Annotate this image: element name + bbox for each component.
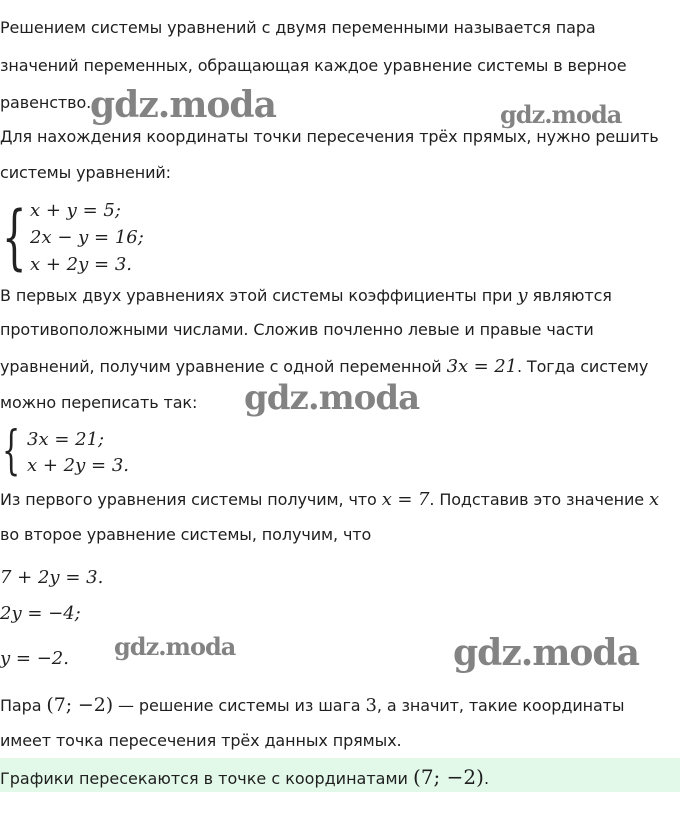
watermark: gdz.moda: [114, 632, 236, 661]
answer-text: Графики пересекаются в точке с координатами (7; −2).: [0, 765, 490, 789]
substitution-line-1: Из первого уравнения системы получим, что x = 7. Подставив это значение x: [0, 489, 660, 510]
explanation-line-4: можно переписать так:: [0, 393, 198, 412]
watermark: gdz.moda: [90, 84, 276, 126]
explanation-line-2: противоположными числами. Сложив почленно левые и правые части: [0, 320, 594, 339]
explanation-line-1: В первых двух уравнениях этой системы коэффициенты при y являются: [0, 285, 612, 306]
equation-1: 3x = 21;: [27, 429, 105, 450]
definition-line-1: Решением системы уравнений с двумя переменными называется пара: [0, 18, 596, 37]
definition-line-2: значений переменных, обращающая каждое уравнение системы в верное: [0, 56, 627, 75]
step-number: 3: [365, 695, 377, 716]
substitution-line-2: во второе уравнение системы, получим, что: [0, 525, 372, 544]
step-3: y = −2.: [0, 648, 69, 669]
watermark: gdz.moda: [453, 632, 639, 674]
answer-pair: (7; −2): [413, 765, 484, 789]
left-brace-icon: {: [2, 421, 21, 481]
variable-x: x: [649, 489, 660, 510]
intro-line-1: Для нахождения координаты точки пересечения трёх прямых, нужно решить: [0, 127, 659, 146]
equation-2: 2x − y = 16;: [30, 227, 144, 248]
variable-y: y: [517, 285, 528, 306]
equation-3x-21: 3x = 21: [446, 356, 517, 377]
conclusion-line-1: Пара (7; −2) — решение системы из шага 3, а значит, такие координаты: [0, 694, 625, 716]
watermark: gdz.moda: [500, 100, 622, 129]
step-2: 2y = −4;: [0, 603, 81, 624]
definition-line-3: равенство.: [0, 93, 92, 112]
intro-line-2: системы уравнений:: [0, 163, 171, 182]
answer-box: [0, 758, 680, 792]
equation-3: x + 2y = 3.: [30, 254, 132, 275]
conclusion-line-2: имеет точка пересечения трёх данных прямых.: [0, 731, 402, 750]
explanation-line-3: уравнений, получим уравнение с одной переменной 3x = 21. Тогда систему: [0, 356, 649, 377]
equation-2: x + 2y = 3.: [27, 455, 129, 476]
solution-pair: (7; −2): [46, 694, 114, 716]
equation-x-7: x = 7: [381, 489, 430, 510]
left-brace-icon: {: [2, 196, 27, 278]
step-1: 7 + 2y = 3.: [0, 567, 104, 588]
watermark: gdz.moda: [244, 378, 420, 418]
equation-1: x + y = 5;: [30, 200, 121, 221]
